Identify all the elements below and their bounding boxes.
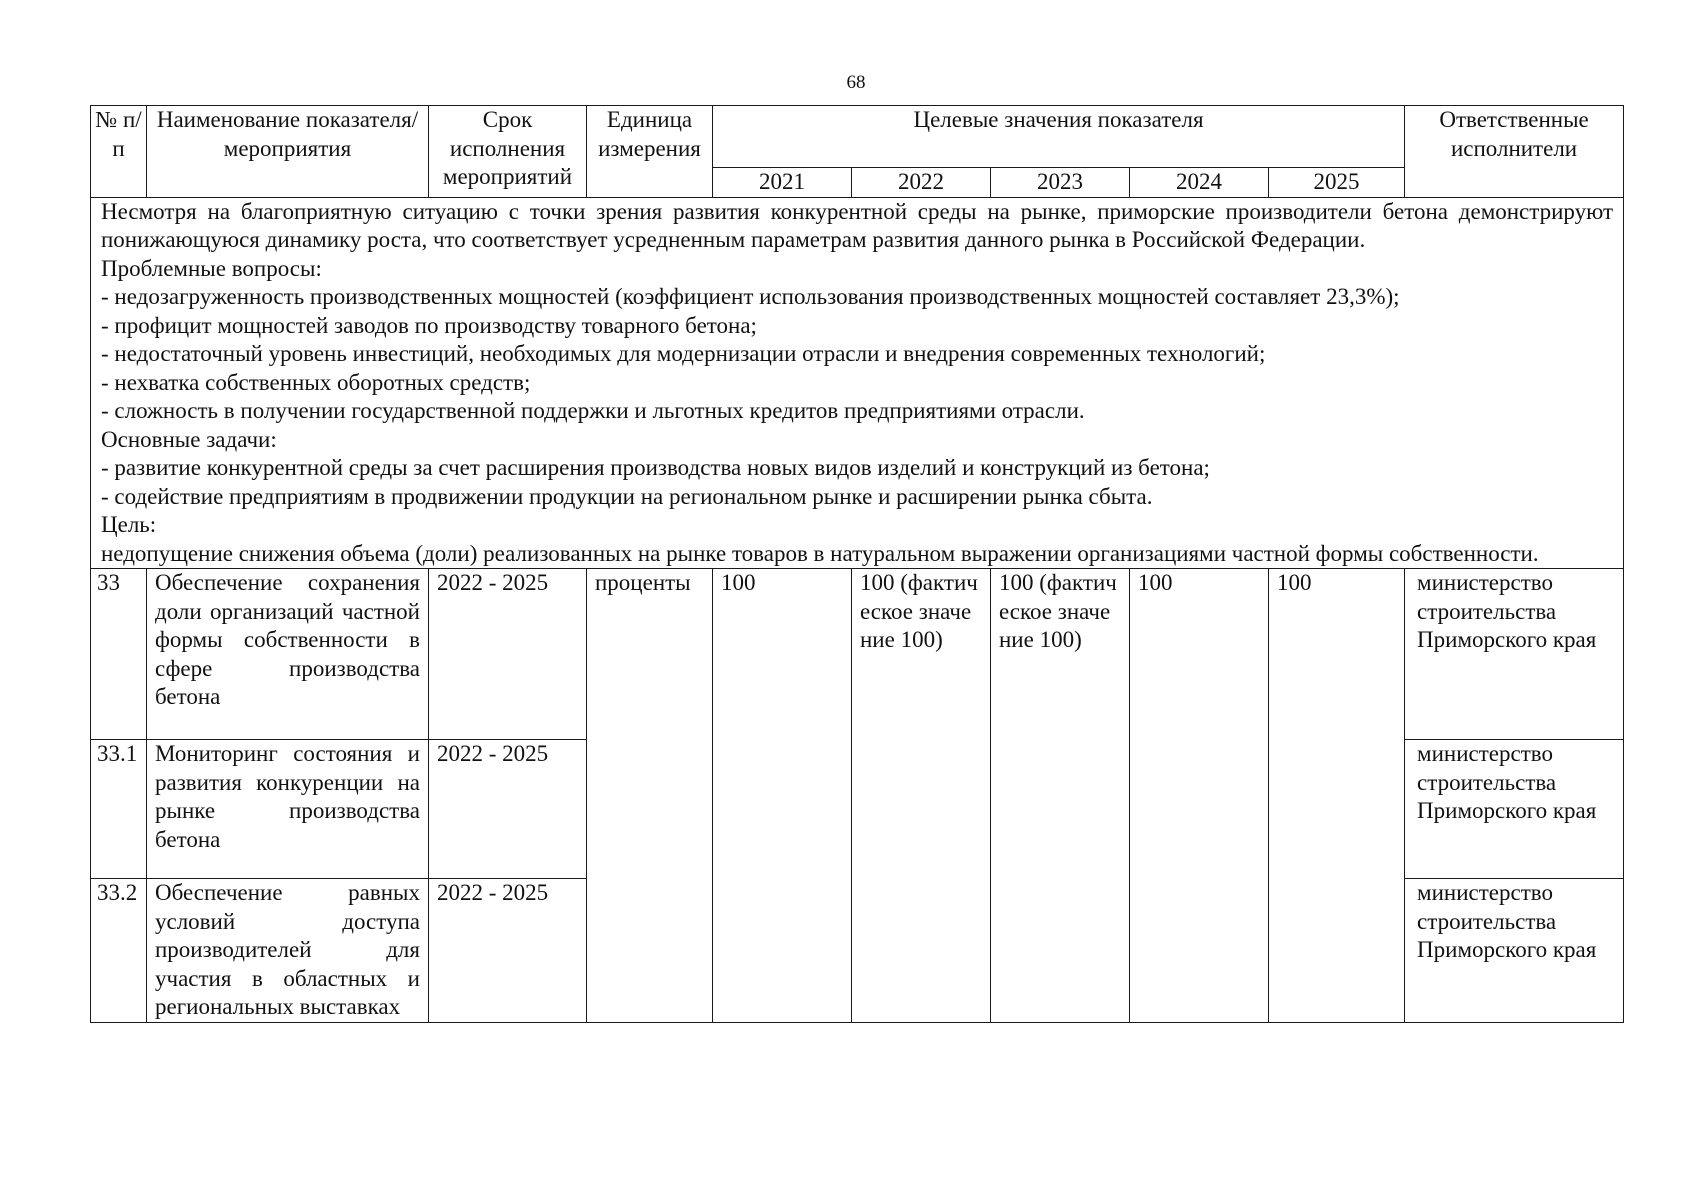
- task-item: - содействие предприятиям в продвижении продукции на региональном рынке и расширении рынка сбыта.: [101, 483, 1153, 509]
- problems-title: Проблемные вопросы:: [101, 255, 322, 281]
- row-value-2025: 100: [1269, 569, 1405, 1023]
- header-year-2022: 2022: [852, 168, 991, 198]
- intro-text: [91, 197, 1624, 569]
- header-responsible: Ответственные исполнители: [1405, 106, 1624, 198]
- header-year-2021: 2021: [713, 168, 852, 198]
- row-name: Мониторинг состояния и развития конкуренции на рынке производства бетона: [147, 740, 429, 879]
- indicators-table: [90, 105, 1624, 1023]
- intro-paragraph: Несмотря на благоприятную ситуацию с точки зрения развития конкурентной среды на рынке, приморские производители бетона демонстрируют понижающуюся динамику роста, что соответствует усредненным параметрам развития данного рынка в Российской Федерации.: [101, 198, 1614, 252]
- problem-item: - сложность в получении государственной поддержки и льготных кредитов предприятиями отрасли.: [101, 398, 1085, 423]
- header-year-2024: 2024: [1130, 168, 1269, 198]
- row-responsible: министерство строительства Приморского края: [1405, 879, 1624, 1023]
- row-responsible: министерство строительства Приморского края: [1405, 569, 1624, 740]
- header-year-2023: 2023: [991, 168, 1130, 198]
- row-name: Обеспечение равных условий доступа производителей для участия в областных и региональных выставках: [147, 879, 429, 1023]
- row-num: 33.2: [91, 879, 147, 1023]
- task-item: - развитие конкурентной среды за счет расширения производства новых видов изделий и конструкций из бетона;: [101, 455, 1210, 480]
- header-year-2025: 2025: [1269, 168, 1405, 198]
- problem-item: - недозагруженность производственных мощностей (коэффициент использования производственных мощностей составляет 23,3%);: [101, 284, 1400, 309]
- row-value-2021: 100: [713, 569, 852, 1023]
- row-num: 33: [91, 569, 147, 740]
- problem-item: - нехватка собственных оборотных средств;: [101, 369, 531, 395]
- problem-item: - недостаточный уровень инвестиций, необходимых для модернизации отрасли и внедрения современных технологий;: [101, 341, 1266, 366]
- row-term: 2022 - 2025: [429, 879, 587, 1023]
- row-num: 33.1: [91, 740, 147, 879]
- header-row: [91, 106, 1624, 168]
- header-name: Наименование показателя/мероприятия: [147, 106, 429, 198]
- goal-title: Цель:: [101, 512, 157, 537]
- problem-item: - профицит мощностей заводов по производству товарного бетона;: [101, 312, 757, 338]
- goal-text: недопущение снижения объема (доли) реализованных на рынке товаров в натуральном выражении организациями частной формы собственности.: [101, 540, 1539, 566]
- row-unit: проценты: [587, 569, 713, 1023]
- row-responsible: министерство строительства Приморского края: [1405, 740, 1624, 879]
- row-value-2024: 100: [1130, 569, 1269, 1023]
- header-unit: Единица измерения: [587, 106, 713, 198]
- page-number: 68: [846, 72, 866, 93]
- header-num: № п/п: [91, 106, 147, 198]
- header-term: Срок исполнения мероприятий: [429, 106, 587, 198]
- row-term: 2022 - 2025: [429, 569, 587, 740]
- header-targets: Целевые значения показателя: [713, 106, 1405, 168]
- row-term: 2022 - 2025: [429, 740, 587, 879]
- intro-row: [91, 197, 1624, 569]
- table-row: [91, 569, 1624, 740]
- row-value-2023: 100 (фактическое значение 100): [991, 569, 1130, 1023]
- tasks-title: Основные задачи:: [101, 426, 277, 452]
- row-value-2022: 100 (фактическое значение 100): [852, 569, 991, 1023]
- row-name: Обеспечение сохранения доли организаций частной формы собственности в сфере производства бетона: [147, 569, 429, 740]
